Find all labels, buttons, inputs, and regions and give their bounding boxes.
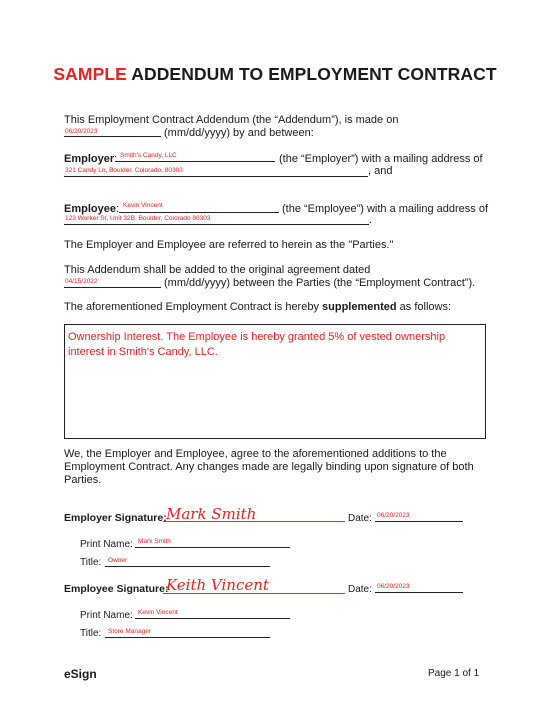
- esign-logo: eSign: [64, 667, 97, 681]
- employee-signature-label: Employee Signature:: [64, 583, 169, 595]
- document-title: [0, 64, 550, 85]
- original-line-2: (mm/dd/yyyy) between the Parties (the “Employment Contract”).: [164, 277, 476, 289]
- employee-colon: :: [115, 203, 120, 215]
- employee-name-line: [119, 212, 279, 213]
- title-text: ADDENDUM TO EMPLOYMENT CONTRACT: [126, 64, 497, 84]
- employer-signature[interactable]: Mark Smith: [166, 505, 257, 523]
- employer-title-line: [105, 566, 270, 567]
- supplement-text: [64, 301, 451, 314]
- employer-and: , and: [368, 165, 393, 177]
- employer-suffix: (the “Employer”) with a mailing address of: [279, 153, 483, 165]
- supplement-box-text: Ownership Interest. The Employee is hereby granted 5% of vested ownership interest in Smith's Candy, LLC.: [68, 331, 446, 358]
- employee-name-value[interactable]: Kevin Vincent: [123, 202, 163, 209]
- page-number: Page 1 of 1: [428, 668, 480, 679]
- addendum-date-line: [64, 136, 161, 137]
- intro-line-2: (mm/dd/yyyy) by and between:: [164, 127, 314, 139]
- parties-text: The Employer and Employee are referred to herein as the "Parties.": [64, 239, 394, 251]
- intro-line-1: This Employment Contract Addendum (the “Addendum”), is made on: [64, 114, 399, 126]
- employer-print-value[interactable]: Mark Smith: [138, 538, 171, 545]
- employer-signature-label: Employer Signature:: [64, 512, 167, 524]
- employee-title-line: [105, 637, 270, 638]
- employee-label: Employee: [64, 203, 116, 215]
- agreement-line-2: Employment Contract. Any changes made are legally binding upon signature of both: [64, 461, 474, 473]
- employer-label: Employer: [64, 153, 115, 165]
- original-date-line: [64, 287, 161, 288]
- employer-print-label: Print Name:: [80, 539, 133, 550]
- employee-address-line: [64, 224, 369, 225]
- supplement-bold: supplemented: [322, 301, 397, 313]
- employee-period: .: [369, 214, 373, 226]
- supplement-box[interactable]: [64, 324, 486, 439]
- original-line-1: This Addendum shall be added to the original agreement dated: [64, 264, 371, 276]
- employer-title-value[interactable]: Owner: [108, 557, 128, 564]
- employee-date-line: [375, 592, 463, 593]
- employee-print-value[interactable]: Kevin Vincent: [138, 609, 178, 616]
- employer-colon: :: [114, 153, 118, 165]
- addendum-date-value[interactable]: 06/20/2023: [65, 128, 98, 135]
- employer-date-value[interactable]: 06/20/2023: [377, 512, 410, 519]
- employer-address-line: [64, 176, 368, 177]
- employee-title-value[interactable]: Store Manager: [108, 628, 151, 635]
- employer-label-row: [64, 153, 117, 166]
- employer-name-value[interactable]: Smith's Candy, LLC: [120, 152, 177, 159]
- employer-name-line: [116, 161, 275, 162]
- employee-date-value[interactable]: 06/20/2023: [377, 583, 410, 590]
- employee-address-value[interactable]: 123 Worker St, Unit 32B, Boulder, Colorado 80303: [65, 215, 211, 222]
- original-date-value[interactable]: 04/15/2022: [65, 278, 98, 285]
- supplement-post: as follows:: [396, 301, 452, 313]
- employee-date-label: Date:: [348, 584, 372, 595]
- employer-date-label: Date:: [348, 513, 372, 524]
- employee-signature-line: [163, 593, 345, 594]
- employee-signature[interactable]: Keith Vincent: [166, 576, 269, 594]
- employer-print-line: [135, 547, 290, 548]
- employee-suffix: (the “Employee”) with a mailing address of: [282, 203, 489, 215]
- employer-address-value[interactable]: 321 Candy Ln, Boulder, Colorado, 80303: [65, 167, 183, 174]
- agreement-line-1: We, the Employer and Employee, agree to the aforementioned additions to the: [64, 448, 447, 460]
- sample-label: SAMPLE: [53, 64, 127, 84]
- employer-title-label: Title:: [80, 557, 102, 568]
- employee-print-line: [135, 618, 290, 619]
- employee-title-label: Title:: [80, 628, 102, 639]
- employer-signature-line: [163, 521, 345, 522]
- supplement-pre: The aforementioned Employment Contract is hereby: [64, 301, 323, 313]
- agreement-line-3: Parties.: [64, 474, 102, 486]
- employee-print-label: Print Name:: [80, 610, 133, 621]
- employer-date-line: [375, 521, 463, 522]
